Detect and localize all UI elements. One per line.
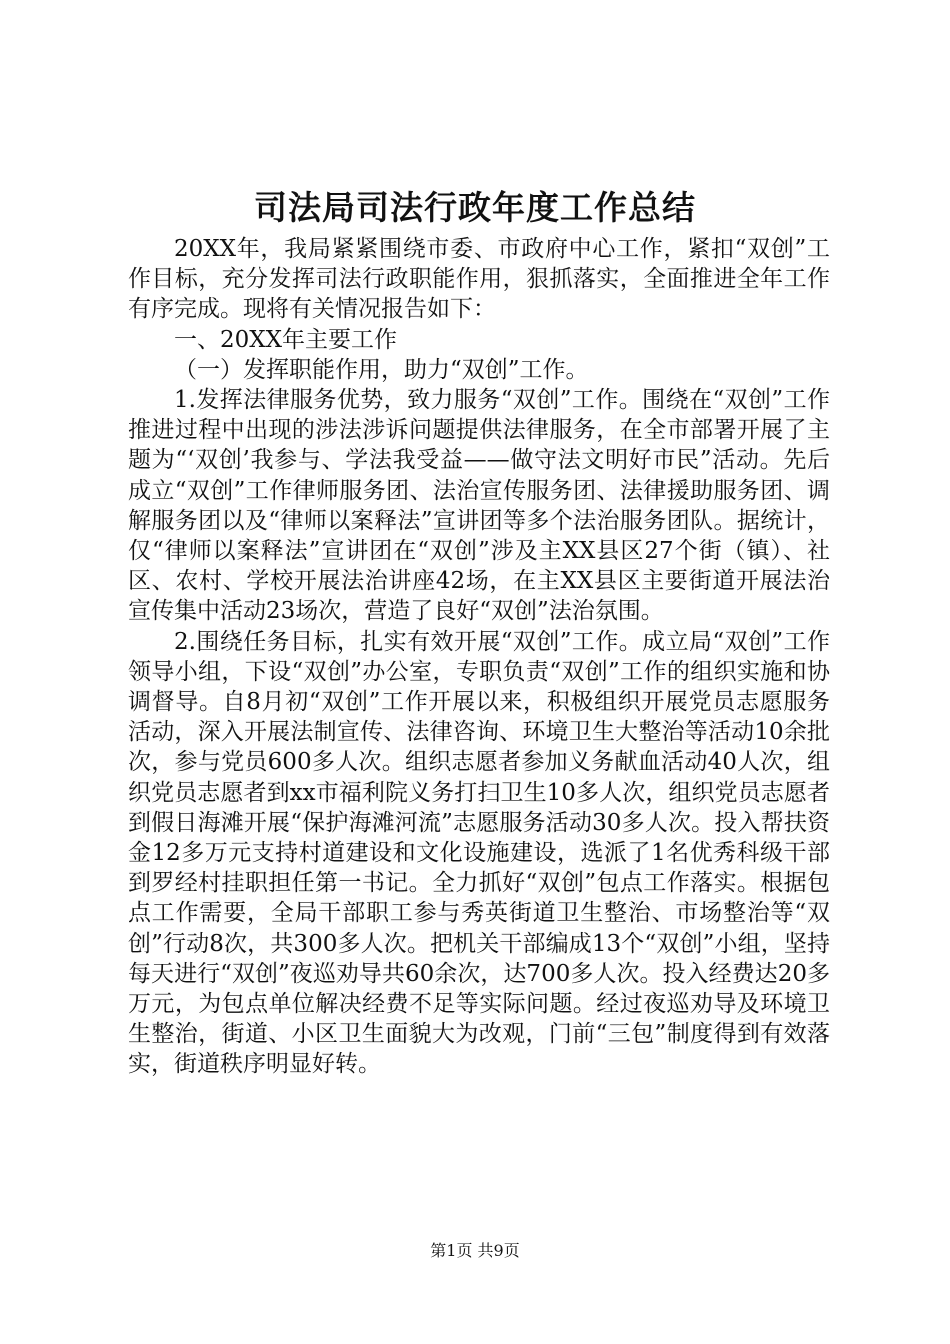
document-body [128,234,830,1080]
heading-section-1: 一、20XX年主要工作 [174,326,398,353]
heading-subsection-1: （一）发挥职能作用，助力“双创”工作。 [174,356,589,383]
document-title: 司法局司法行政年度工作总结 [254,188,696,227]
paragraph-intro: 20XX年，我局紧紧围绕市委、市政府中心工作，紧扣“双创”工作目标，充分发挥司法行政职能作用，狠抓落实，全面推进全年工作有序完成。现将有关情况报告如下： [128,236,830,323]
paragraph-item-2: 2.围绕任务目标，扎实有效开展“双创”工作。成立局“双创”工作领导小组，下设“双创”办公室，专职负责“双创”工作的组织实施和协调督导。自8月初“双创”工作开展以来，积极组织开展党员志愿服务活动，深入开展法制宣传、法律咨询、环境卫生大整治等活动10余批次，参与党员600多人次。组织志愿者参加义务献血活动40人次，组织党员志愿者到xx市福利院义务打扫卫生10多人次，组织党员志愿者到假日海滩开展“保护海滩河流”志愿服务活动30多人次。投入帮扶资金12多万元支持村道建设和文化设施建设，选派了1名优秀科级干部到罗经村挂职担任第一书记。全力抓好“双创”包点工作落实。根据包点工作需要，全局干部职工参与秀英街道卫生整治、市场整治等“双创”行动8次，共300多人次。把机关干部编成13个“双创”小组，坚持每天进行“双创”夜巡劝导共60余次，达700多人次。投入经费达20多万元，为包点单位解决经费不足等实际问题。经过夜巡劝导及环境卫生整治，街道、小区卫生面貌大为改观，门前“三包”制度得到有效落实，街道秩序明显好转。 [128,628,830,1078]
page-number: 第1页 共9页 [430,1241,520,1260]
paragraph-item-1: 1.发挥法律服务优势，致力服务“双创”工作。围绕在“双创”工作推进过程中出现的涉法涉诉问题提供法律服务，在全市部署开展了主题为“‘双创’我参与、学法我受益——做守法文明好市民”活动。先后成立“双创”工作律师服务团、法治宣传服务团、法律援助服务团、调解服务团以及“律师以案释法”宣讲团等多个法治服务团队。据统计，仅“律师以案释法”宣讲团在“双创”涉及主XX县区27个街（镇）、社区、农村、学校开展法治讲座42场，在主XX县区主要街道开展法治宣传集中活动23场次，营造了良好“双创”法治氛围。 [128,387,830,625]
